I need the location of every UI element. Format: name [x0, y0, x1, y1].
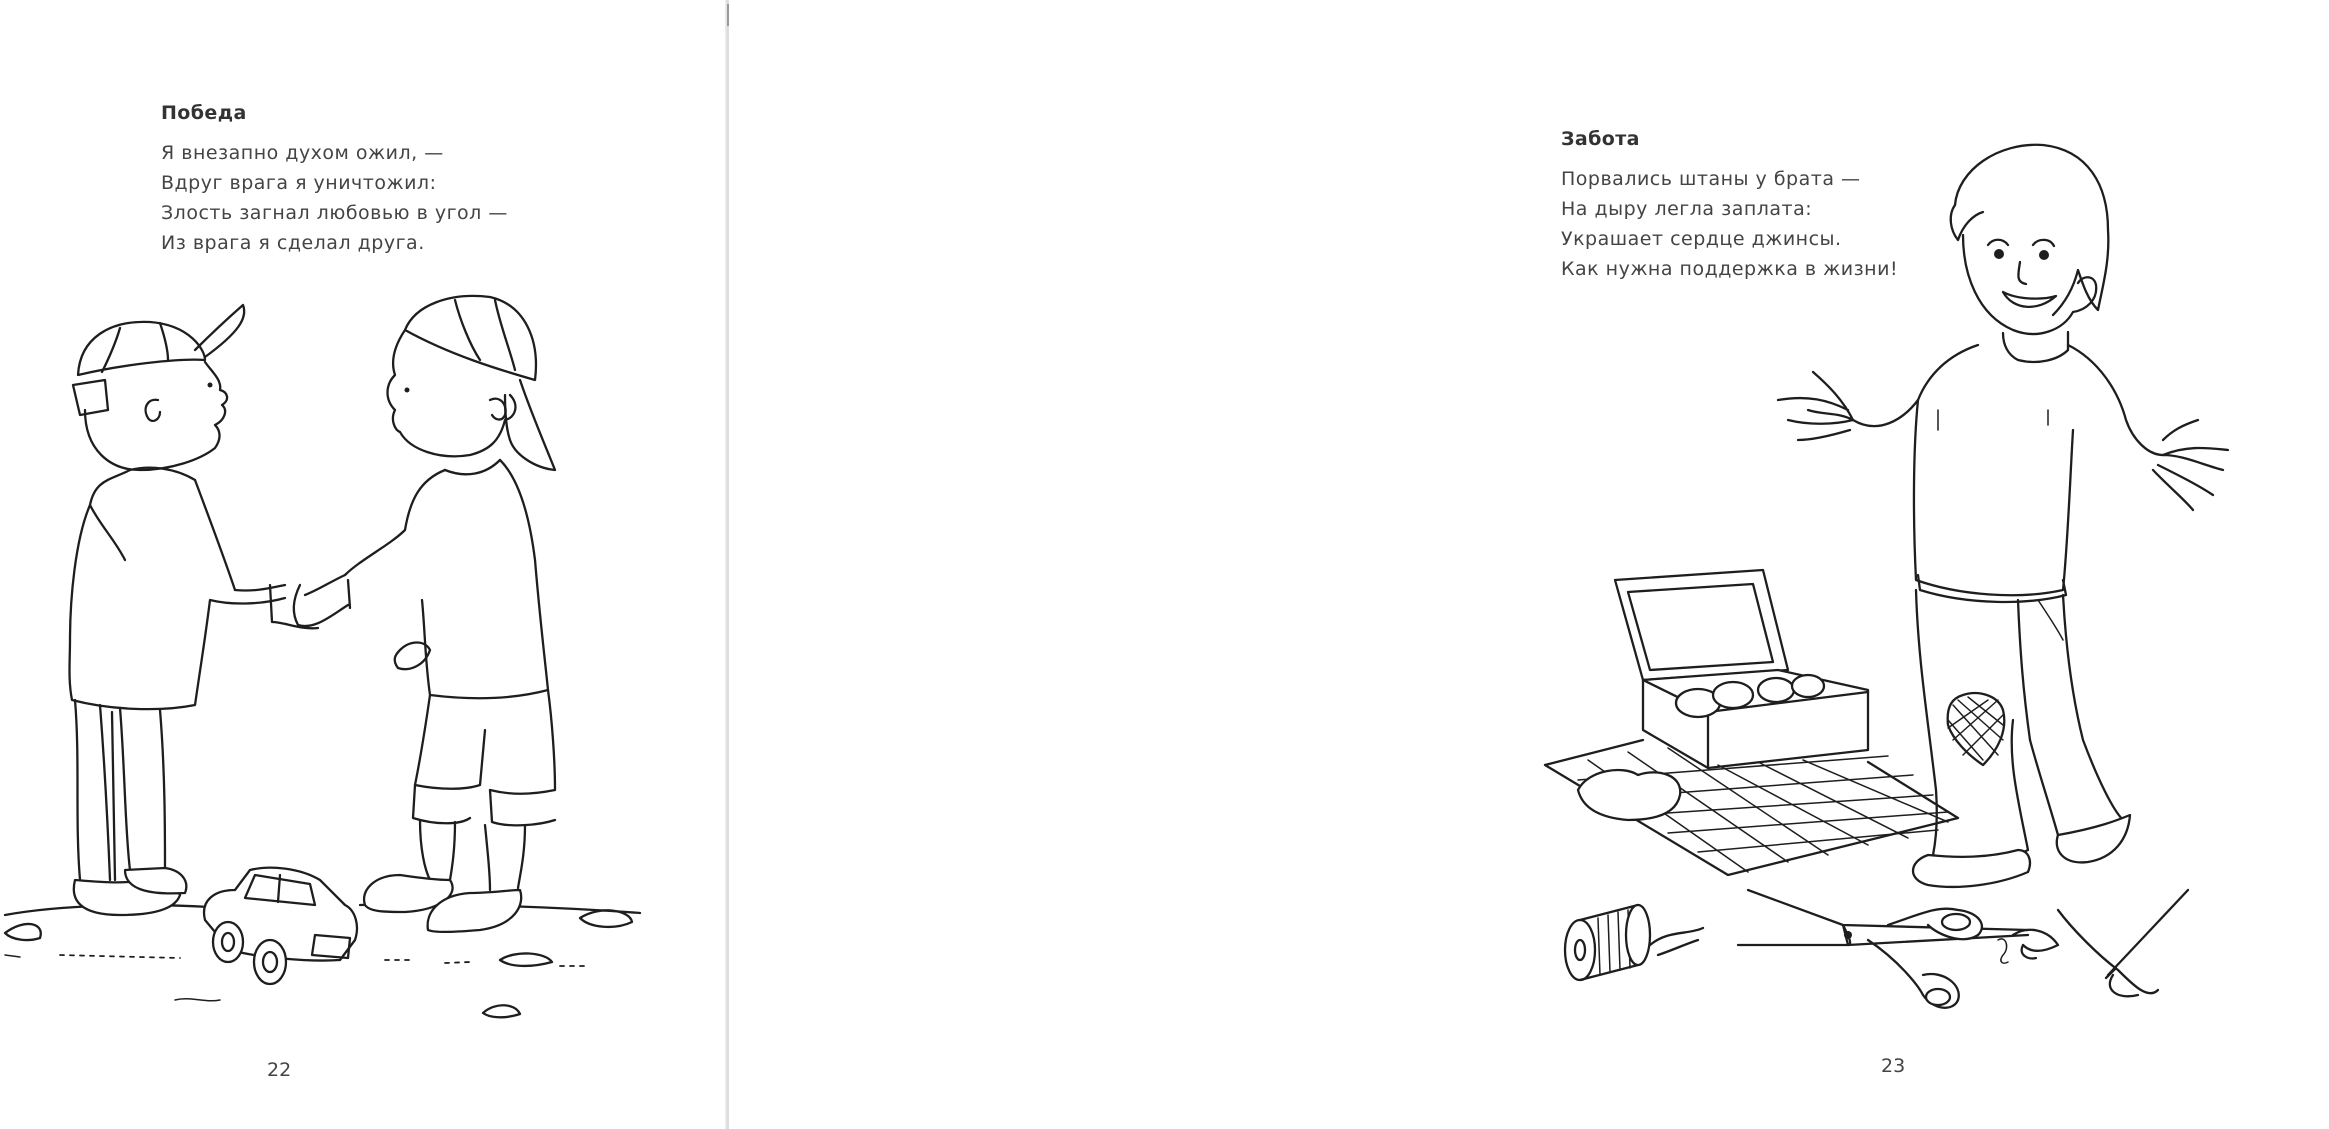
poem-line: Злость загнал любовью в угол —: [161, 202, 508, 224]
boy-right: [294, 296, 555, 932]
poem-line: Вдруг врага я уничтожил:: [161, 172, 437, 194]
poem-title: Забота: [1561, 128, 1640, 150]
poem-line: Из врага я сделал друга.: [161, 232, 425, 254]
poem-line: Украшает сердце джинсы.: [1561, 228, 1842, 250]
page-number: 22: [267, 1059, 292, 1081]
left-page: [0, 0, 727, 1129]
poem-title: Победа: [161, 102, 247, 124]
needle-thread: [1998, 890, 2188, 996]
sewing-box: [1615, 570, 1868, 768]
poem-line: На дыру легла заплата:: [1561, 198, 1813, 220]
boy-left: [70, 305, 319, 915]
poem-pobeda: [161, 102, 508, 258]
poem-line: Я внезапно духом ожил, —: [161, 142, 444, 164]
toy-car: [204, 868, 357, 984]
page-number: 23: [1881, 1055, 1906, 1077]
poem-line: Как нужна поддержка в жизни!: [1561, 258, 1899, 280]
poem-line: Порвались штаны у брата —: [1561, 168, 1861, 190]
scissors: [1738, 890, 2028, 1008]
thread-spool: [1565, 905, 1703, 980]
right-page: [729, 0, 1906, 1129]
poem-zabota: [1561, 128, 1898, 284]
